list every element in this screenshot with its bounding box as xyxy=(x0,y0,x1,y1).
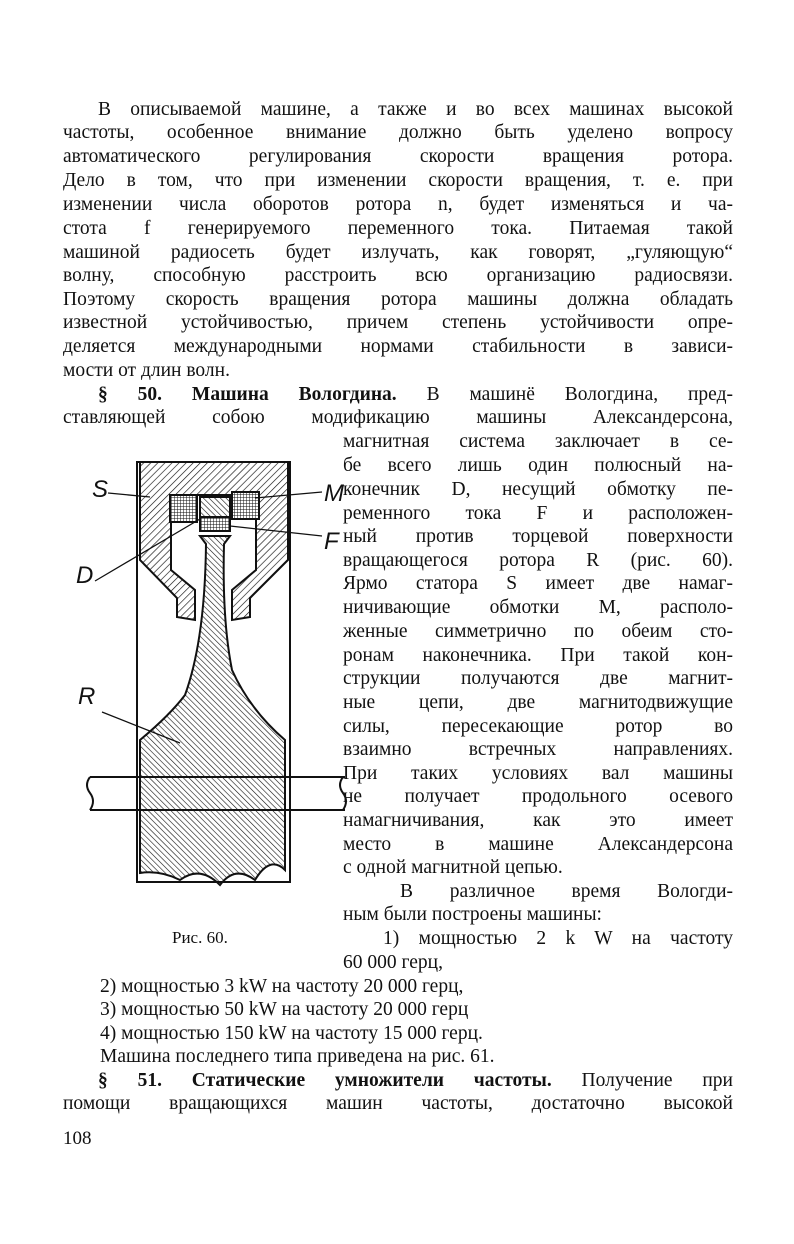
figure-caption: Рис. 60. xyxy=(172,928,228,947)
line-text: Ярмо статора S имеет две намаг- xyxy=(343,573,733,594)
text-line xyxy=(383,927,733,951)
line-text: 1) мощностью 2 k W на частоту xyxy=(383,928,733,949)
line-text: известной устойчивостью, причем степень устойчивости опре- xyxy=(63,312,733,333)
pole-tip-D xyxy=(200,497,230,517)
line-text: В различное время Вологди- xyxy=(400,881,733,902)
text-line xyxy=(63,145,733,169)
line-text: ременного тока F и расположен- xyxy=(343,503,733,524)
text-line xyxy=(343,667,733,691)
text-line xyxy=(343,430,733,454)
line-text: Машина последнего типа приведена на рис. 61. xyxy=(100,1046,495,1067)
text-line xyxy=(98,383,733,407)
text-line xyxy=(343,715,733,739)
line-text: мости от длин волн. xyxy=(63,360,230,381)
text-line xyxy=(343,478,733,502)
text-line xyxy=(63,359,733,383)
text-line xyxy=(343,856,733,880)
line-text: Получение при xyxy=(551,1070,733,1091)
line-text: 4) мощностью 150 kW на частоту 15 000 герц. xyxy=(100,1023,483,1044)
line-text: 2) мощностью 3 kW на частоту 20 000 герц, xyxy=(100,976,464,997)
label-D: D xyxy=(76,562,94,589)
line-text: с одной магнитной цепью. xyxy=(343,857,563,878)
line-text: намагничивания, как это имеет xyxy=(343,810,733,831)
line-text: В машинё Вологдина, пред- xyxy=(396,384,733,405)
line-text: Поэтому скорость вращения ротора машины должна обладать xyxy=(63,289,733,310)
text-line xyxy=(343,951,733,975)
text-line xyxy=(343,785,733,809)
text-line xyxy=(343,620,733,644)
line-text: бе всего лишь один полюсный на- xyxy=(343,455,733,476)
text-line xyxy=(343,809,733,833)
text-line xyxy=(63,406,733,430)
text-line xyxy=(400,880,733,904)
line-text: деляется международными нормами стабильности в зависи- xyxy=(63,336,733,357)
line-text: ничивающие обмотки M, располо- xyxy=(343,597,733,618)
coil-M-left xyxy=(170,495,197,522)
line-text: изменении числа оборотов ротора n, будет изменяться и ча- xyxy=(63,194,733,215)
coil-M-right xyxy=(232,492,259,519)
line-text: ные цепи, две магнитодвижущие xyxy=(343,692,733,713)
line-text: ставляющей собою модификацию машины Александерсона, xyxy=(63,407,733,428)
text-line xyxy=(63,1092,733,1116)
figure-60-vologdin-machine xyxy=(60,440,360,915)
text-line xyxy=(343,525,733,549)
line-text: 3) мощностью 50 kW на частоту 20 000 герц xyxy=(100,999,469,1020)
text-line xyxy=(100,1045,733,1069)
section-heading: § 51. Статические умножители частоты. xyxy=(98,1070,552,1091)
line-text: 60 000 герц, xyxy=(343,952,443,973)
line-text: ным были построены машины: xyxy=(343,904,602,925)
line-text: ронам наконечника. При такой кон- xyxy=(343,645,733,666)
label-M: M xyxy=(324,480,344,507)
line-text: машиной радиосеть будет излучать, как говорят, „гуляющую“ xyxy=(63,242,733,263)
text-line xyxy=(98,1069,733,1093)
text-line xyxy=(343,596,733,620)
text-line xyxy=(343,644,733,668)
line-text: автоматического регулирования скорости вращения ротора. xyxy=(63,146,733,167)
text-line xyxy=(343,454,733,478)
page-number: 108 xyxy=(63,1128,92,1149)
text-line xyxy=(63,288,733,312)
text-line xyxy=(343,549,733,573)
text-line xyxy=(343,691,733,715)
section-heading: § 50. Машина Вологдина. xyxy=(98,384,397,405)
text-line xyxy=(63,169,733,193)
label-F: F xyxy=(324,528,339,555)
line-text: конечник D, несущий обмотку пе- xyxy=(343,479,733,500)
text-line xyxy=(100,998,733,1022)
text-line xyxy=(63,241,733,265)
coil-F xyxy=(200,517,230,531)
text-line xyxy=(343,833,733,857)
text-line xyxy=(98,98,733,122)
label-R: R xyxy=(78,683,96,710)
line-text: струкции получаются две магнит- xyxy=(343,668,733,689)
line-text: стота f генерируемого переменного тока. Питаемая такой xyxy=(63,218,733,239)
text-line xyxy=(100,975,733,999)
line-text: помощи вращающихся машин частоты, достаточно высокой xyxy=(63,1093,733,1114)
line-text: силы, пересекающие ротор во xyxy=(343,716,733,737)
text-line xyxy=(63,311,733,335)
line-text: ный против торцевой поверхности xyxy=(343,526,733,547)
line-text: магнитная система заключает в се- xyxy=(343,431,733,452)
text-line xyxy=(63,264,733,288)
text-line xyxy=(343,762,733,786)
line-text: Дело в том, что при изменении скорости вращения, т. е. при xyxy=(63,170,733,191)
line-text: взаимно встречных направлениях. xyxy=(343,739,733,760)
text-line xyxy=(100,1022,733,1046)
text-line xyxy=(63,193,733,217)
line-text: частоты, особенное внимание должно быть уделено вопросу xyxy=(63,122,733,143)
line-text: При таких условиях вал машины xyxy=(343,763,733,784)
label-S: S xyxy=(92,476,109,503)
text-line xyxy=(63,217,733,241)
text-line xyxy=(63,335,733,359)
line-text: волну, способную расстроить всю организацию радиосвязи. xyxy=(63,265,733,286)
text-line xyxy=(343,903,733,927)
machine-cross-section-drawing xyxy=(60,440,360,910)
line-text: вращающегося ротора R (рис. 60). xyxy=(343,550,733,571)
rotor-R xyxy=(140,536,285,885)
text-line xyxy=(343,502,733,526)
text-line xyxy=(63,121,733,145)
line-text: женные симметрично по обеим сто- xyxy=(343,621,733,642)
line-text: В описываемой машине, а также и во всех машинах высокой xyxy=(98,99,733,120)
text-line xyxy=(343,572,733,596)
line-text: место в машине Александерсона xyxy=(343,834,733,855)
line-text: не получает продольного осевого xyxy=(343,786,733,807)
text-line xyxy=(343,738,733,762)
